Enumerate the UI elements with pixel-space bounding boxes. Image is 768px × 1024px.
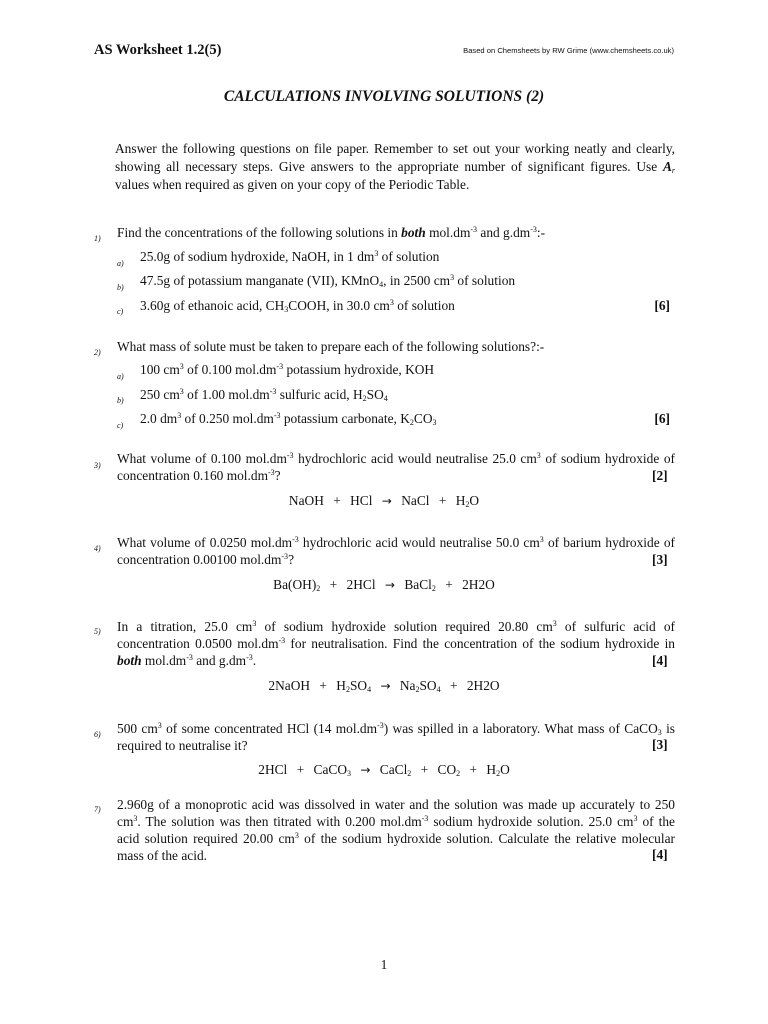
question-text: In a titration, 25.0 $cm^3$ of sodium hydroxide solution required 20.80 $cm^3$ of sulfuric acid of concentration 0.0500 $mol.dm^{-3}$ for neutralisation. Find the concentration of the sodium hydroxide in both $mol.dm^{-3}$ and $g.dm^{-3}$. [117, 619, 675, 668]
question-text: What mass of solute must be taken to prepare each of the following solutions?:- [117, 339, 545, 354]
page-header [94, 42, 674, 64]
intro-paragraph [115, 140, 675, 194]
marks: [3] [652, 737, 668, 752]
marks: [6] [654, 298, 670, 313]
marks: [6] [654, 411, 670, 426]
credit-line: Based on Chemsheets by RW Grime (www.chemsheets.co.uk) [463, 46, 674, 55]
question-number: 1) [94, 234, 101, 243]
question-number: 6) [94, 730, 101, 739]
part-letter: c) [117, 307, 124, 316]
question-number: 3) [94, 461, 101, 470]
marks: [4] [652, 653, 668, 668]
part-letter: c) [117, 421, 124, 430]
part-letter: b) [117, 396, 124, 405]
chemical-equation: 2HCl + CaCO$_3$ → CaCl$_2$ + $CO_2 + H_2O$ [258, 762, 510, 778]
page-number: 1 [380, 957, 388, 972]
question-number: 7) [94, 805, 101, 814]
question-text: 2.960g of a monoprotic acid was dissolved in water and the solution was made up accurately to 250 $cm^3$. The solution was then titrated with 0.200 $mol.dm^{-3}$ sodium hydroxide solution. 25.0 $cm^3$ of the acid solution required 20.00 $cm^3$ of the sodium hydroxide solution. Calculate the relative molecular mass of the acid. [117, 797, 675, 863]
question-text: Find the concentrations of the following solutions in both $mol.dm^{-3}$ and $g.dm^{-3}:-$ [117, 225, 546, 240]
part-text: 3.60g of ethanoic acid, $CH_3COOH$, in 30.0 $cm^3$ of solution [6] [140, 298, 670, 314]
worksheet-title: AS Worksheet 1.2(5) [94, 42, 222, 58]
chemical-equation: NaOH + HCl → NaCl + $H_2O$ [288, 493, 480, 509]
part-letter: a) [117, 372, 124, 381]
part-text: 25.0g of sodium hydroxide, NaOH, in 1 $dm^3$ of solution [140, 249, 440, 264]
question-number: 4) [94, 544, 101, 553]
chemical-equation: $Ba(OH)_2 + 2HCl$ → BaCl$_2$ + 2H2O [273, 577, 495, 593]
page-title: CALCULATIONS INVOLVING SOLUTIONS (2) [223, 88, 545, 105]
part-text: 2.0 $dm^3$ of 0.250 $mol.dm^{-3}$ potassium carbonate, $K_2CO_3$ [6] [140, 411, 670, 427]
marks: [2] [652, 468, 668, 483]
part-text: 47.5g of potassium manganate (VII), KMnO$_4$, in 2500 $cm^3$ of solution [140, 273, 516, 289]
question-text: 500 $cm^3$ of some concentrated HCl (14 $mol.dm^{-3}$) was spilled in a laboratory. What mass of CaCO$_3$ is required to neutralise it? [117, 721, 676, 753]
marks: [4] [652, 847, 668, 862]
part-letter: a) [117, 259, 124, 268]
question-number: 5) [94, 627, 101, 636]
chemical-equation: 2NaOH + $H_2SO_4 \to Na_2SO_4 + 2H2O$ [268, 678, 500, 694]
part-text: 100 $cm^3$ of 0.100 $mol.dm^{-3}$ potassium hydroxide, KOH [140, 362, 435, 377]
part-letter: b) [117, 283, 124, 292]
intro-text: Answer the following questions on file paper. Remember to set out your working neatly and clearly, showing all necessary steps. Give answers to the appropriate number of significant figures. Use $A_r$ values when required as given on your copy of the Periodic Table. [115, 141, 675, 192]
question-number: 2) [94, 348, 101, 357]
marks: [3] [652, 552, 668, 567]
question-text: What volume of 0.100 $mol.dm^{-3}$ hydrochloric acid would neutralise 25.0 $cm^3$ of sodium hydroxide of concentration 0.160 $mol.dm^{-3}$? [117, 451, 675, 483]
part-text: 250 $cm^3$ of 1.00 $mol.dm^{-3}$ sulfuric acid, $H_2SO_4$ [140, 387, 388, 403]
question-text: What volume of 0.0250 $mol.dm^{-3}$ hydrochloric acid would neutralise 50.0 $cm^3$ of barium hydroxide of concentration 0.00100 $mol.dm^{-3}$? [117, 535, 675, 567]
